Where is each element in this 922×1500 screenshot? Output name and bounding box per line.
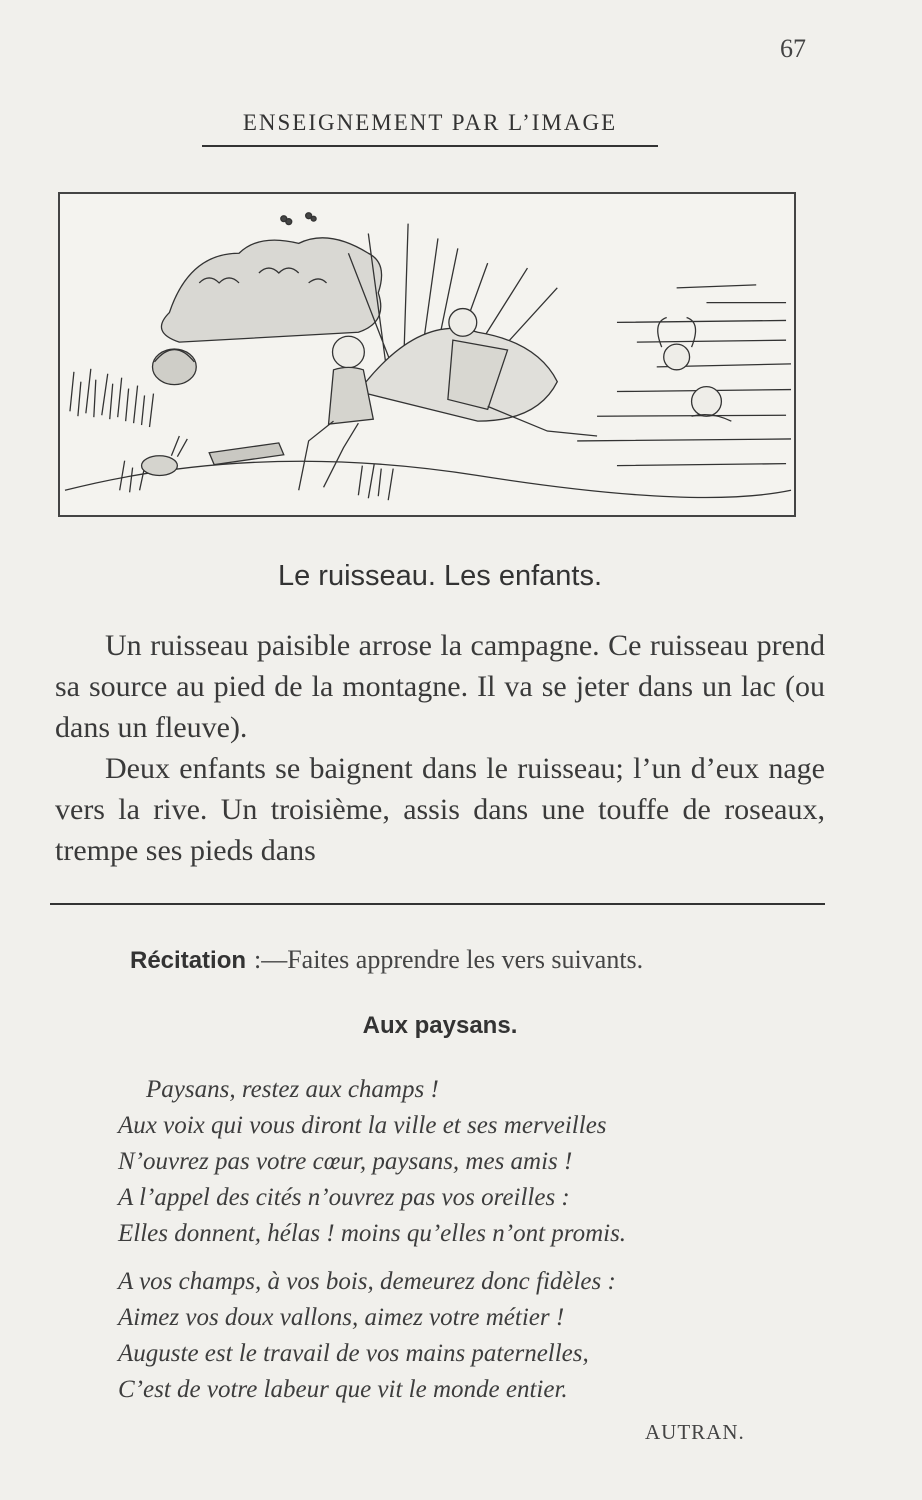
page-number: 67 xyxy=(780,34,806,63)
lesson-paragraph: Deux enfants se baignent dans le ruisseau; l’un d’eux nage vers la rive. Un troisième, assis dans une touffe de roseaux, trempe ses pieds dans xyxy=(55,752,825,867)
basket xyxy=(152,349,196,385)
verse: C’est de votre labeur que vit le monde entier. xyxy=(118,1376,568,1403)
poem xyxy=(118,1072,818,1420)
verse: A vos champs, à vos bois, demeurez donc fidèles : xyxy=(118,1268,616,1295)
recitation-instruction: :—Faites apprendre les vers suivants. xyxy=(253,945,644,974)
bathing-children xyxy=(658,317,732,421)
stanza xyxy=(118,1072,818,1252)
section-rule xyxy=(50,903,825,905)
butterflies xyxy=(281,213,316,225)
verse: Aux voix qui vous diront la ville et ses merveilles xyxy=(118,1112,607,1139)
stream-children-illustration xyxy=(58,192,796,517)
lesson-text xyxy=(55,625,825,871)
verse: N’ouvrez pas votre cœur, paysans, mes amis ! xyxy=(118,1148,573,1175)
recitation-label: Récitation xyxy=(130,947,247,974)
poem-author: AUTRAN. xyxy=(645,1420,745,1444)
water-lines xyxy=(577,285,791,466)
verse: A l’appel des cités n’ouvrez pas vos oreilles : xyxy=(118,1184,570,1211)
figure-caption: Le ruisseau. Les enfants. xyxy=(277,560,603,592)
verse: Auguste est le travail de vos mains paternelles, xyxy=(118,1340,589,1367)
stanza xyxy=(118,1264,818,1408)
small-animal xyxy=(142,436,188,476)
verse: Aimez vos doux vallons, aimez votre métier ! xyxy=(118,1304,565,1331)
poem-title: Aux paysans. xyxy=(362,1012,518,1039)
verse: Elles donnent, hélas ! moins qu’elles n’ont promis. xyxy=(118,1220,627,1247)
lesson-paragraph: Un ruisseau paisible arrose la campagne. Ce ruisseau prend sa source au pied de la montagne. Il va se jeter dans un lac (ou dans un fleuve). xyxy=(55,629,825,744)
recitation-line xyxy=(130,945,830,975)
running-head-rule xyxy=(202,145,658,147)
running-head: ENSEIGNEMENT PAR L’IMAGE xyxy=(242,110,618,135)
verse: Paysans, restez aux champs ! xyxy=(146,1076,439,1103)
